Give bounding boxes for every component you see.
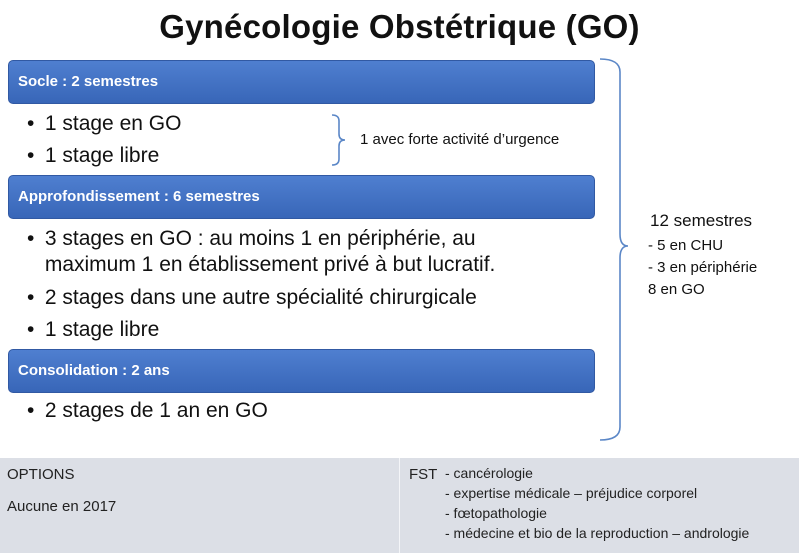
bullet-item [27,317,159,343]
fst-item: - médecine et bio de la reproduction – andrologie [445,525,750,541]
options-heading: OPTIONS [7,466,75,483]
section-header-consolidation: Consolidation : 2 ans [8,349,595,393]
bullet-item [27,226,565,278]
bullet-dot: • [27,399,35,422]
bullet-text: 2 stages de 1 an en GO [44,399,268,422]
bullet-item [27,111,181,137]
bullet-dot: • [27,144,35,167]
bullet-dot: • [27,227,35,250]
bullet-item [27,285,477,311]
fst-item: - expertise médicale – préjudice corporel [445,485,698,501]
bullet-dot: • [27,286,35,309]
fst-item: - fœtopathologie [445,505,547,521]
options-value: Aucune en 2017 [7,498,117,515]
fst-item: - cancérologie [445,465,533,481]
bullet-text: 1 stage libre [44,144,160,167]
section-header-socle: Socle : 2 semestres [8,60,595,104]
bullet-text: 1 stage en GO [44,112,182,135]
fst-column [399,458,799,553]
bullet-text: 2 stages dans une autre spécialité chirurgicale [44,286,477,309]
bullet-dot: • [27,318,35,341]
bullet-dot: • [27,112,35,135]
section-header-approfondissement: Approfondissement : 6 semestres [8,175,595,219]
fst-label: FST [409,466,438,483]
summary-line: - 5 en CHU [648,237,724,254]
summary-line: - 3 en périphérie [648,259,758,276]
bullet-item [27,143,159,169]
options-panel [0,458,799,553]
bullet-text: 1 stage libre [44,318,160,341]
socle-brace [330,114,350,166]
summary-title: 12 semestres [650,211,753,230]
socle-note: 1 avec forte activité d’urgence [360,131,560,148]
page-title: Gynécologie Obstétrique (GO) [159,8,640,45]
bullet-item [27,398,268,424]
bullet-text: 3 stages en GO : au moins 1 en périphérie, au maximum 1 en établissement privé à but lucratif. [44,227,496,276]
summary-line: 8 en GO [648,281,705,298]
options-column [0,458,398,553]
total-brace [598,58,628,442]
